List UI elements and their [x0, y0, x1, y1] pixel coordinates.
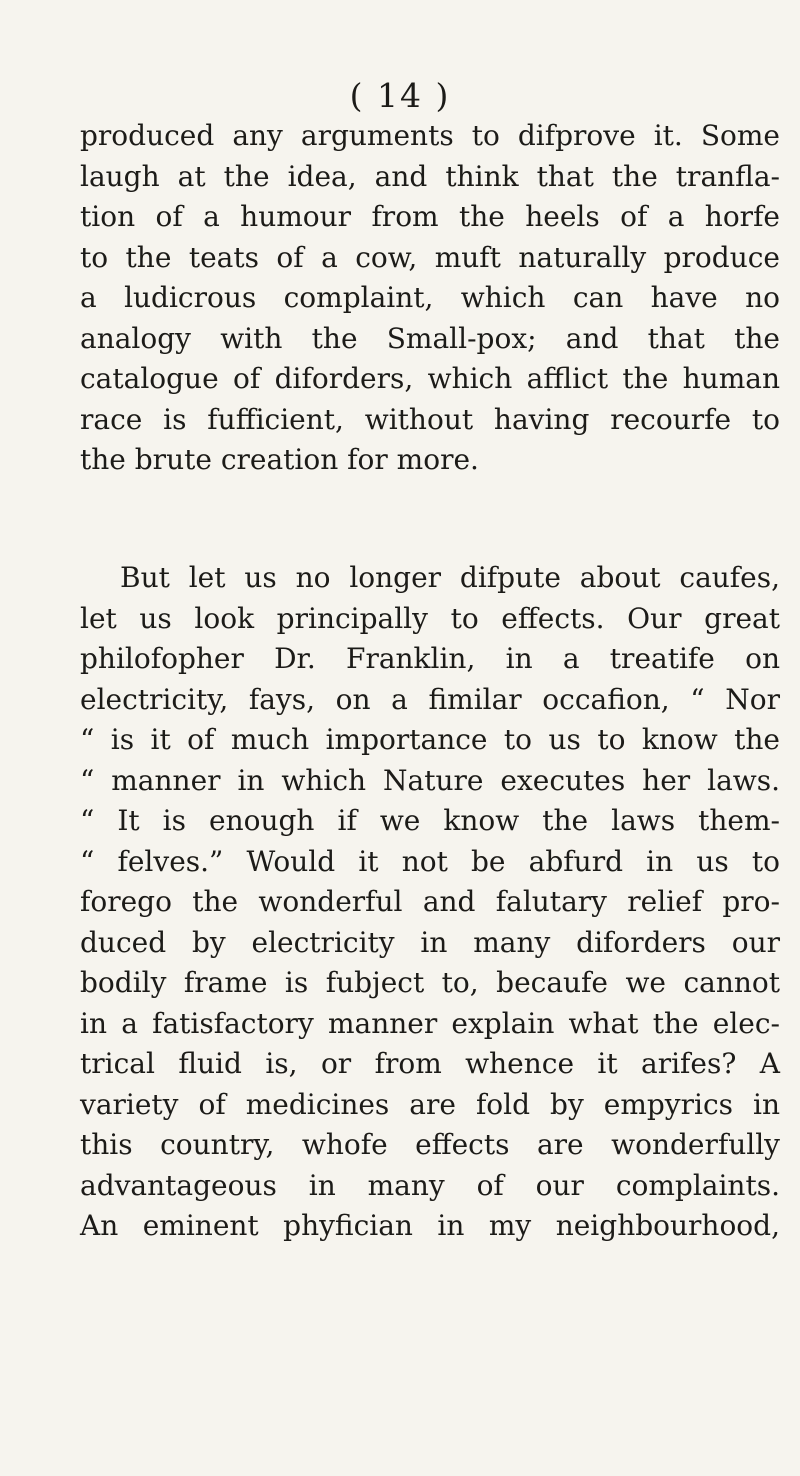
text-line: But let us no longer difpute about caufes, [120, 561, 780, 594]
text-line: An eminent phyfician in my neighbourhood, [80, 1209, 780, 1242]
text-line: variety of medicines are fold by empyrics in [80, 1087, 780, 1121]
text-line: philofopher Dr. Franklin, in a treatife on [80, 642, 780, 675]
text-line: forego the wonderful and falutary relief pro- [80, 885, 780, 918]
text-line: a ludicrous complaint, which can have no [80, 281, 780, 314]
text-line: laugh at the idea, and think that the tranfla- [80, 159, 780, 193]
text-line: catalogue of diforders, which afflict the human [80, 362, 780, 395]
text-line: “ is it of much importance to us to know the [80, 723, 780, 756]
text-line: let us look principally to effects. Our great [80, 601, 780, 635]
paragraph-2 [80, 558, 780, 1247]
text-line: “ felves.” Would it not be abfurd in us to [80, 844, 780, 878]
text-line: trical fluid is, or from whence it arifes? A [80, 1047, 780, 1080]
text-line: tion of a humour from the heels of a horfe [80, 200, 780, 233]
text-line: “ manner in which Nature executes her laws. [80, 763, 780, 797]
text-line: the brute creation for more. [80, 443, 479, 476]
text-line: in a fatisfactory manner explain what the elec- [80, 1006, 780, 1040]
text-line: bodily frame is fubject to, becaufe we cannot [80, 966, 780, 999]
text-line: analogy with the Small-pox; and that the [80, 321, 780, 355]
text-line: duced by electricity in many diforders our [80, 925, 780, 959]
text-line: “ It is enough if we know the laws them- [80, 804, 780, 837]
text-line: advantageous in many of our complaints. [80, 1168, 780, 1202]
page-number: ( 14 ) [349, 76, 451, 115]
text-line: electricity, fays, on a fimilar occafion, “ Nor [80, 682, 780, 716]
text-line: to the teats of a cow, muft naturally produce [80, 240, 780, 274]
text-line: this country, whofe effects are wonderfully [80, 1128, 780, 1161]
text-line: produced any arguments to difprove it. Some [80, 119, 780, 152]
paragraph-1 [80, 116, 780, 481]
text-line: race is fufficient, without having recourfe to [80, 402, 780, 436]
